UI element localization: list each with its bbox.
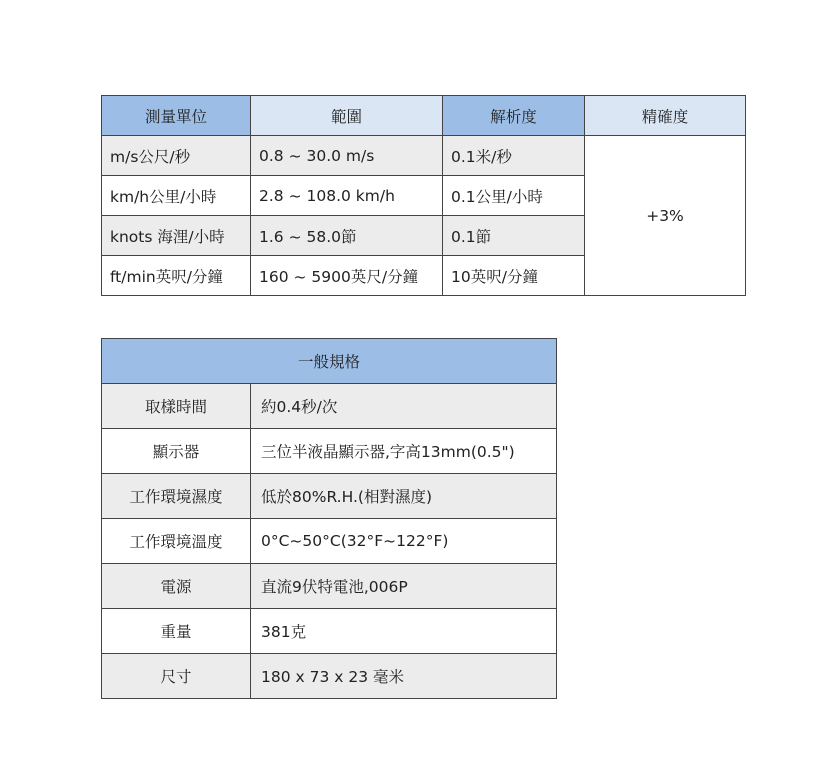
resolution-cell: 0.1節 [443, 216, 585, 256]
unit-cell: knots 海浬/小時 [102, 216, 251, 256]
spec-label: 顯示器 [102, 429, 251, 474]
spec-value: 三位半液晶顯示器,字高13mm(0.5") [251, 429, 557, 474]
table-row [102, 474, 557, 519]
spec-label: 尺寸 [102, 654, 251, 699]
spec-label: 重量 [102, 609, 251, 654]
table-row [102, 384, 557, 429]
unit-cell: m/s公尺/秒 [102, 136, 251, 176]
header-unit: 測量單位 [102, 96, 251, 136]
spec-value: 381克 [251, 609, 557, 654]
range-cell: 1.6 ~ 58.0節 [251, 216, 443, 256]
table-row [102, 654, 557, 699]
table-row [102, 519, 557, 564]
spec-value: 0°C~50°C(32°F~122°F) [251, 519, 557, 564]
general-spec-title: 一般規格 [102, 339, 557, 384]
general-header-row [102, 339, 557, 384]
unit-cell: ft/min英呎/分鐘 [102, 256, 251, 296]
resolution-cell: 0.1公里/小時 [443, 176, 585, 216]
header-resolution: 解析度 [443, 96, 585, 136]
general-spec-table [101, 338, 557, 699]
header-range: 範圍 [251, 96, 443, 136]
spec-label: 工作環境溫度 [102, 519, 251, 564]
spec-value: 低於80%R.H.(相對濕度) [251, 474, 557, 519]
unit-cell: km/h公里/小時 [102, 176, 251, 216]
table-row [102, 609, 557, 654]
measurement-spec-table [101, 95, 746, 296]
spec-label: 取樣時間 [102, 384, 251, 429]
accuracy-cell: +3% [585, 136, 746, 296]
spec-label: 工作環境濕度 [102, 474, 251, 519]
spec-value: 直流9伏特電池,006P [251, 564, 557, 609]
spec-value: 約0.4秒/次 [251, 384, 557, 429]
range-cell: 0.8 ~ 30.0 m/s [251, 136, 443, 176]
table-row [102, 564, 557, 609]
header-accuracy: 精確度 [585, 96, 746, 136]
range-cell: 160 ~ 5900英尺/分鐘 [251, 256, 443, 296]
spec-value: 180 x 73 x 23 毫米 [251, 654, 557, 699]
resolution-cell: 0.1米/秒 [443, 136, 585, 176]
spec-header-row [102, 96, 746, 136]
resolution-cell: 10英呎/分鐘 [443, 256, 585, 296]
table-row [102, 136, 746, 176]
range-cell: 2.8 ~ 108.0 km/h [251, 176, 443, 216]
spec-label: 電源 [102, 564, 251, 609]
table-row [102, 429, 557, 474]
